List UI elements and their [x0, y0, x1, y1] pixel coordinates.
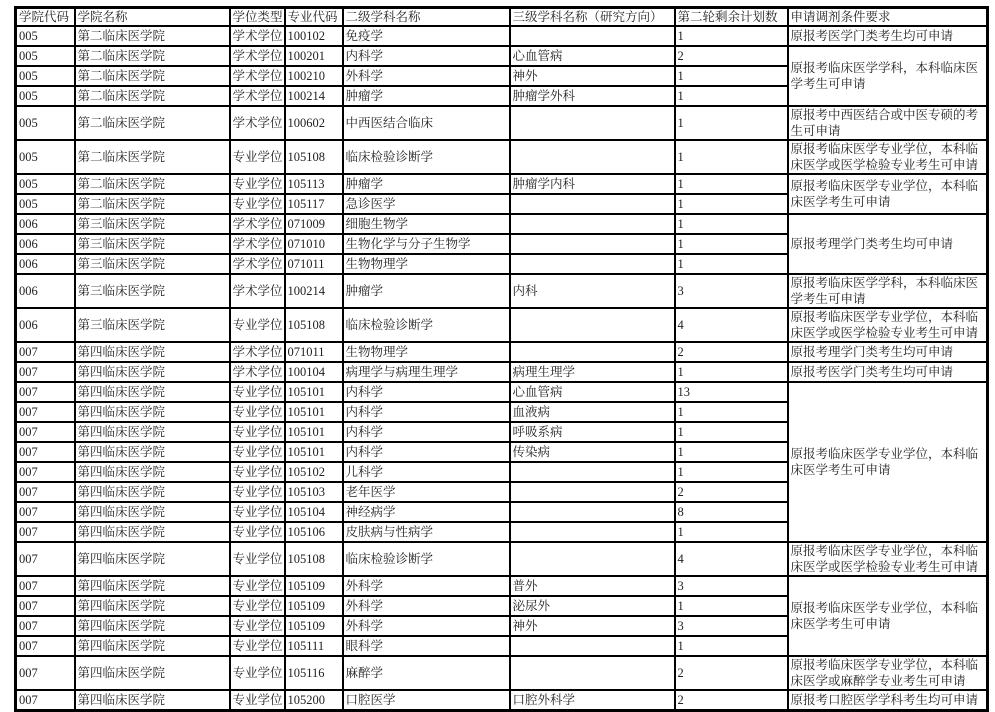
cell-college-code: 005 — [16, 140, 75, 174]
header-degree-type: 学位类型 — [230, 8, 285, 27]
cell-college-name: 第四临床医学院 — [75, 402, 230, 422]
table-row — [16, 106, 988, 140]
cell-college-name: 第四临床医学院 — [75, 382, 230, 402]
table-row — [16, 26, 988, 46]
cell-major-code: 105200 — [285, 690, 343, 711]
cell-remaining-quota: 1 — [675, 214, 788, 234]
cell-major-code: 105108 — [285, 542, 343, 576]
cell-remaining-quota: 1 — [675, 422, 788, 442]
cell-remaining-quota: 8 — [675, 502, 788, 522]
cell-remaining-quota: 3 — [675, 576, 788, 596]
cell-remaining-quota: 1 — [675, 194, 788, 214]
header-row — [16, 8, 988, 27]
cell-second-level-discipline: 眼科学 — [343, 636, 510, 656]
cell-college-code: 007 — [16, 462, 75, 482]
cell-college-name: 第三临床医学院 — [75, 234, 230, 254]
cell-college-name: 第四临床医学院 — [75, 576, 230, 596]
cell-college-name: 第二临床医学院 — [75, 46, 230, 66]
cell-college-code: 005 — [16, 66, 75, 86]
cell-college-name: 第四临床医学院 — [75, 656, 230, 690]
cell-second-level-discipline: 临床检验诊断学 — [343, 140, 510, 174]
cell-second-level-discipline: 外科学 — [343, 596, 510, 616]
cell-third-level-discipline: 传染病 — [510, 442, 675, 462]
cell-college-code: 006 — [16, 214, 75, 234]
cell-third-level-discipline — [510, 482, 675, 502]
cell-adjustment-condition: 原报考临床医学学科，本科临床医学考生可申请 — [788, 274, 988, 308]
cell-college-name: 第三临床医学院 — [75, 254, 230, 274]
cell-remaining-quota: 4 — [675, 308, 788, 342]
cell-second-level-discipline: 老年医学 — [343, 482, 510, 502]
cell-major-code: 100602 — [285, 106, 343, 140]
cell-third-level-discipline — [510, 342, 675, 362]
cell-third-level-discipline: 血液病 — [510, 402, 675, 422]
cell-third-level-discipline — [510, 214, 675, 234]
table-row — [16, 46, 988, 66]
cell-remaining-quota: 1 — [675, 596, 788, 616]
cell-college-code: 007 — [16, 422, 75, 442]
cell-major-code: 100104 — [285, 362, 343, 382]
cell-remaining-quota: 2 — [675, 342, 788, 362]
cell-major-code: 105102 — [285, 462, 343, 482]
cell-major-code: 105101 — [285, 422, 343, 442]
cell-degree-type: 学术学位 — [230, 234, 285, 254]
cell-remaining-quota: 1 — [675, 174, 788, 194]
adjustment-quota-table — [14, 6, 989, 712]
cell-remaining-quota: 1 — [675, 140, 788, 174]
cell-degree-type: 专业学位 — [230, 194, 285, 214]
cell-remaining-quota: 1 — [675, 442, 788, 462]
cell-college-name: 第二临床医学院 — [75, 66, 230, 86]
cell-degree-type: 学术学位 — [230, 46, 285, 66]
cell-second-level-discipline: 内科学 — [343, 46, 510, 66]
cell-second-level-discipline: 内科学 — [343, 402, 510, 422]
cell-adjustment-condition: 原报考理学门类考生均可申请 — [788, 214, 988, 274]
cell-remaining-quota: 2 — [675, 46, 788, 66]
cell-college-name: 第三临床医学院 — [75, 308, 230, 342]
cell-adjustment-condition: 原报考临床医学专业学位，本科临床医学考生可申请 — [788, 174, 988, 214]
table-body — [16, 26, 988, 711]
cell-remaining-quota: 13 — [675, 382, 788, 402]
cell-college-code: 007 — [16, 382, 75, 402]
cell-degree-type: 专业学位 — [230, 690, 285, 711]
cell-major-code: 071011 — [285, 342, 343, 362]
cell-remaining-quota: 1 — [675, 522, 788, 542]
cell-third-level-discipline — [510, 140, 675, 174]
cell-third-level-discipline — [510, 234, 675, 254]
cell-remaining-quota: 2 — [675, 656, 788, 690]
cell-adjustment-condition: 原报考临床医学专业学位，本科临床医学或医学检验专业考生可申请 — [788, 542, 988, 576]
cell-third-level-discipline — [510, 656, 675, 690]
cell-college-name: 第二临床医学院 — [75, 86, 230, 106]
cell-adjustment-condition: 原报考临床医学学科，本科临床医学考生可申请 — [788, 46, 988, 106]
cell-adjustment-condition: 原报考临床医学专业学位，本科临床医学或麻醉学专业考生可申请 — [788, 656, 988, 690]
header-adjustment-conditions: 申请调剂条件要求 — [788, 8, 988, 27]
cell-major-code: 100201 — [285, 46, 343, 66]
cell-degree-type: 学术学位 — [230, 254, 285, 274]
cell-degree-type: 学术学位 — [230, 274, 285, 308]
cell-third-level-discipline: 呼吸系病 — [510, 422, 675, 442]
cell-major-code: 105108 — [285, 140, 343, 174]
cell-college-code: 006 — [16, 308, 75, 342]
cell-degree-type: 专业学位 — [230, 542, 285, 576]
cell-adjustment-condition: 原报考口腔医学学科考生均可申请 — [788, 690, 988, 711]
cell-major-code: 071011 — [285, 254, 343, 274]
cell-college-code: 007 — [16, 542, 75, 576]
cell-degree-type: 学术学位 — [230, 66, 285, 86]
cell-second-level-discipline: 内科学 — [343, 442, 510, 462]
cell-third-level-discipline — [510, 522, 675, 542]
cell-adjustment-condition: 原报考临床医学专业学位，本科临床医学考生可申请 — [788, 576, 988, 656]
table-row — [16, 214, 988, 234]
cell-second-level-discipline: 细胞生物学 — [343, 214, 510, 234]
cell-college-name: 第四临床医学院 — [75, 462, 230, 482]
cell-degree-type: 学术学位 — [230, 86, 285, 106]
cell-major-code: 105109 — [285, 596, 343, 616]
cell-degree-type: 学术学位 — [230, 106, 285, 140]
cell-degree-type: 专业学位 — [230, 636, 285, 656]
cell-remaining-quota: 2 — [675, 482, 788, 502]
cell-college-code: 005 — [16, 174, 75, 194]
cell-college-code: 007 — [16, 690, 75, 711]
cell-degree-type: 专业学位 — [230, 462, 285, 482]
cell-college-name: 第四临床医学院 — [75, 596, 230, 616]
header-third-level-discipline: 三级学科名称（研究方向） — [510, 8, 675, 27]
cell-remaining-quota: 2 — [675, 690, 788, 711]
cell-remaining-quota: 3 — [675, 274, 788, 308]
cell-college-code: 007 — [16, 522, 75, 542]
cell-second-level-discipline: 免疫学 — [343, 26, 510, 46]
cell-adjustment-condition: 原报考临床医学专业学位，本科临床医学或医学检验专业考生可申请 — [788, 308, 988, 342]
cell-degree-type: 专业学位 — [230, 596, 285, 616]
table-row — [16, 140, 988, 174]
cell-degree-type: 专业学位 — [230, 442, 285, 462]
cell-second-level-discipline: 外科学 — [343, 576, 510, 596]
cell-college-code: 007 — [16, 502, 75, 522]
cell-college-code: 007 — [16, 576, 75, 596]
cell-second-level-discipline: 肿瘤学 — [343, 274, 510, 308]
cell-college-name: 第二临床医学院 — [75, 106, 230, 140]
cell-second-level-discipline: 外科学 — [343, 66, 510, 86]
cell-second-level-discipline: 急诊医学 — [343, 194, 510, 214]
cell-college-name: 第二临床医学院 — [75, 140, 230, 174]
cell-college-code: 007 — [16, 636, 75, 656]
table-row — [16, 308, 988, 342]
cell-degree-type: 专业学位 — [230, 502, 285, 522]
cell-third-level-discipline — [510, 254, 675, 274]
header-college-code: 学院代码 — [16, 8, 75, 27]
cell-degree-type: 专业学位 — [230, 576, 285, 596]
cell-second-level-discipline: 神经病学 — [343, 502, 510, 522]
cell-third-level-discipline: 泌尿外 — [510, 596, 675, 616]
cell-third-level-discipline: 肿瘤学外科 — [510, 86, 675, 106]
cell-adjustment-condition: 原报考医学门类考生均可申请 — [788, 26, 988, 46]
cell-major-code: 105113 — [285, 174, 343, 194]
cell-major-code: 100102 — [285, 26, 343, 46]
header-remaining-quota: 第二轮剩余计划数 — [675, 8, 788, 27]
cell-second-level-discipline: 肿瘤学 — [343, 86, 510, 106]
cell-major-code: 105103 — [285, 482, 343, 502]
table-row — [16, 690, 988, 711]
cell-degree-type: 专业学位 — [230, 422, 285, 442]
cell-college-name: 第四临床医学院 — [75, 522, 230, 542]
cell-college-name: 第四临床医学院 — [75, 482, 230, 502]
cell-college-code: 007 — [16, 596, 75, 616]
cell-degree-type: 专业学位 — [230, 140, 285, 174]
cell-major-code: 105108 — [285, 308, 343, 342]
cell-remaining-quota: 1 — [675, 402, 788, 422]
cell-major-code: 105104 — [285, 502, 343, 522]
cell-third-level-discipline — [510, 106, 675, 140]
cell-remaining-quota: 1 — [675, 106, 788, 140]
cell-degree-type: 专业学位 — [230, 308, 285, 342]
cell-college-name: 第二临床医学院 — [75, 174, 230, 194]
cell-college-code: 006 — [16, 234, 75, 254]
cell-college-code: 007 — [16, 616, 75, 636]
cell-college-name: 第四临床医学院 — [75, 636, 230, 656]
cell-college-code: 007 — [16, 482, 75, 502]
cell-third-level-discipline — [510, 636, 675, 656]
cell-remaining-quota: 1 — [675, 26, 788, 46]
cell-college-code: 005 — [16, 46, 75, 66]
cell-second-level-discipline: 临床检验诊断学 — [343, 542, 510, 576]
cell-college-code: 005 — [16, 26, 75, 46]
cell-college-name: 第四临床医学院 — [75, 422, 230, 442]
cell-third-level-discipline: 心血管病 — [510, 382, 675, 402]
cell-degree-type: 专业学位 — [230, 522, 285, 542]
cell-degree-type: 学术学位 — [230, 342, 285, 362]
cell-second-level-discipline: 麻醉学 — [343, 656, 510, 690]
cell-college-code: 005 — [16, 194, 75, 214]
table-row — [16, 542, 988, 576]
cell-college-code: 006 — [16, 254, 75, 274]
cell-remaining-quota: 1 — [675, 462, 788, 482]
cell-degree-type: 专业学位 — [230, 482, 285, 502]
cell-remaining-quota: 4 — [675, 542, 788, 576]
cell-third-level-discipline — [510, 194, 675, 214]
cell-second-level-discipline: 生物化学与分子生物学 — [343, 234, 510, 254]
cell-degree-type: 专业学位 — [230, 382, 285, 402]
cell-major-code: 105117 — [285, 194, 343, 214]
header-college-name: 学院名称 — [75, 8, 230, 27]
cell-remaining-quota: 1 — [675, 254, 788, 274]
cell-third-level-discipline: 普外 — [510, 576, 675, 596]
cell-major-code: 105109 — [285, 576, 343, 596]
cell-major-code: 105101 — [285, 442, 343, 462]
cell-major-code: 100210 — [285, 66, 343, 86]
cell-college-name: 第四临床医学院 — [75, 362, 230, 382]
cell-third-level-discipline — [510, 308, 675, 342]
cell-college-name: 第三临床医学院 — [75, 274, 230, 308]
cell-second-level-discipline: 生物物理学 — [343, 342, 510, 362]
cell-second-level-discipline: 内科学 — [343, 422, 510, 442]
cell-degree-type: 专业学位 — [230, 402, 285, 422]
header-major-code: 专业代码 — [285, 8, 343, 27]
cell-college-code: 007 — [16, 362, 75, 382]
cell-major-code: 105106 — [285, 522, 343, 542]
cell-remaining-quota: 1 — [675, 234, 788, 254]
cell-degree-type: 学术学位 — [230, 362, 285, 382]
cell-college-name: 第四临床医学院 — [75, 502, 230, 522]
cell-third-level-discipline — [510, 542, 675, 576]
cell-college-code: 007 — [16, 402, 75, 422]
cell-second-level-discipline: 生物物理学 — [343, 254, 510, 274]
cell-third-level-discipline: 口腔外科学 — [510, 690, 675, 711]
header-second-level-discipline: 二级学科名称 — [343, 8, 510, 27]
cell-college-code: 007 — [16, 342, 75, 362]
cell-second-level-discipline: 口腔医学 — [343, 690, 510, 711]
cell-second-level-discipline: 中西医结合临床 — [343, 106, 510, 140]
cell-major-code: 105116 — [285, 656, 343, 690]
table-row — [16, 382, 988, 402]
cell-college-code: 007 — [16, 442, 75, 462]
cell-third-level-discipline — [510, 26, 675, 46]
cell-college-name: 第二临床医学院 — [75, 26, 230, 46]
cell-third-level-discipline — [510, 502, 675, 522]
cell-third-level-discipline: 内科 — [510, 274, 675, 308]
cell-major-code: 105111 — [285, 636, 343, 656]
cell-second-level-discipline: 临床检验诊断学 — [343, 308, 510, 342]
cell-college-name: 第三临床医学院 — [75, 214, 230, 234]
cell-degree-type: 学术学位 — [230, 214, 285, 234]
cell-college-code: 005 — [16, 86, 75, 106]
table-row — [16, 362, 988, 382]
cell-adjustment-condition: 原报考医学门类考生均可申请 — [788, 362, 988, 382]
cell-third-level-discipline: 病理生理学 — [510, 362, 675, 382]
table-row — [16, 656, 988, 690]
cell-remaining-quota: 1 — [675, 636, 788, 656]
cell-degree-type: 专业学位 — [230, 174, 285, 194]
cell-remaining-quota: 1 — [675, 66, 788, 86]
cell-major-code: 105101 — [285, 402, 343, 422]
cell-adjustment-condition: 原报考临床医学专业学位，本科临床医学考生可申请 — [788, 382, 988, 542]
cell-college-name: 第二临床医学院 — [75, 194, 230, 214]
cell-degree-type: 专业学位 — [230, 656, 285, 690]
table-row — [16, 274, 988, 308]
cell-college-code: 005 — [16, 106, 75, 140]
cell-third-level-discipline: 神外 — [510, 66, 675, 86]
cell-college-name: 第四临床医学院 — [75, 442, 230, 462]
cell-college-name: 第四临床医学院 — [75, 542, 230, 576]
cell-college-name: 第四临床医学院 — [75, 616, 230, 636]
table-row — [16, 576, 988, 596]
cell-major-code: 100214 — [285, 86, 343, 106]
cell-major-code: 100214 — [285, 274, 343, 308]
cell-major-code: 071010 — [285, 234, 343, 254]
cell-third-level-discipline: 心血管病 — [510, 46, 675, 66]
cell-degree-type: 学术学位 — [230, 26, 285, 46]
cell-major-code: 105109 — [285, 616, 343, 636]
cell-remaining-quota: 1 — [675, 362, 788, 382]
cell-second-level-discipline: 肿瘤学 — [343, 174, 510, 194]
cell-third-level-discipline — [510, 462, 675, 482]
cell-college-name: 第四临床医学院 — [75, 690, 230, 711]
cell-second-level-discipline: 皮肤病与性病学 — [343, 522, 510, 542]
table-row — [16, 342, 988, 362]
cell-college-code: 007 — [16, 656, 75, 690]
cell-remaining-quota: 3 — [675, 616, 788, 636]
cell-remaining-quota: 1 — [675, 86, 788, 106]
cell-third-level-discipline: 神外 — [510, 616, 675, 636]
cell-college-code: 006 — [16, 274, 75, 308]
cell-second-level-discipline: 外科学 — [343, 616, 510, 636]
cell-second-level-discipline: 儿科学 — [343, 462, 510, 482]
cell-college-name: 第四临床医学院 — [75, 342, 230, 362]
cell-second-level-discipline: 病理学与病理生理学 — [343, 362, 510, 382]
cell-adjustment-condition: 原报考中西医结合或中医专硕的考生可申请 — [788, 106, 988, 140]
cell-degree-type: 专业学位 — [230, 616, 285, 636]
cell-adjustment-condition: 原报考临床医学专业学位，本科临床医学或医学检验专业考生可申请 — [788, 140, 988, 174]
cell-third-level-discipline: 肿瘤学内科 — [510, 174, 675, 194]
cell-adjustment-condition: 原报考理学门类考生均可申请 — [788, 342, 988, 362]
table-row — [16, 174, 988, 194]
cell-second-level-discipline: 内科学 — [343, 382, 510, 402]
cell-major-code: 071009 — [285, 214, 343, 234]
cell-major-code: 105101 — [285, 382, 343, 402]
